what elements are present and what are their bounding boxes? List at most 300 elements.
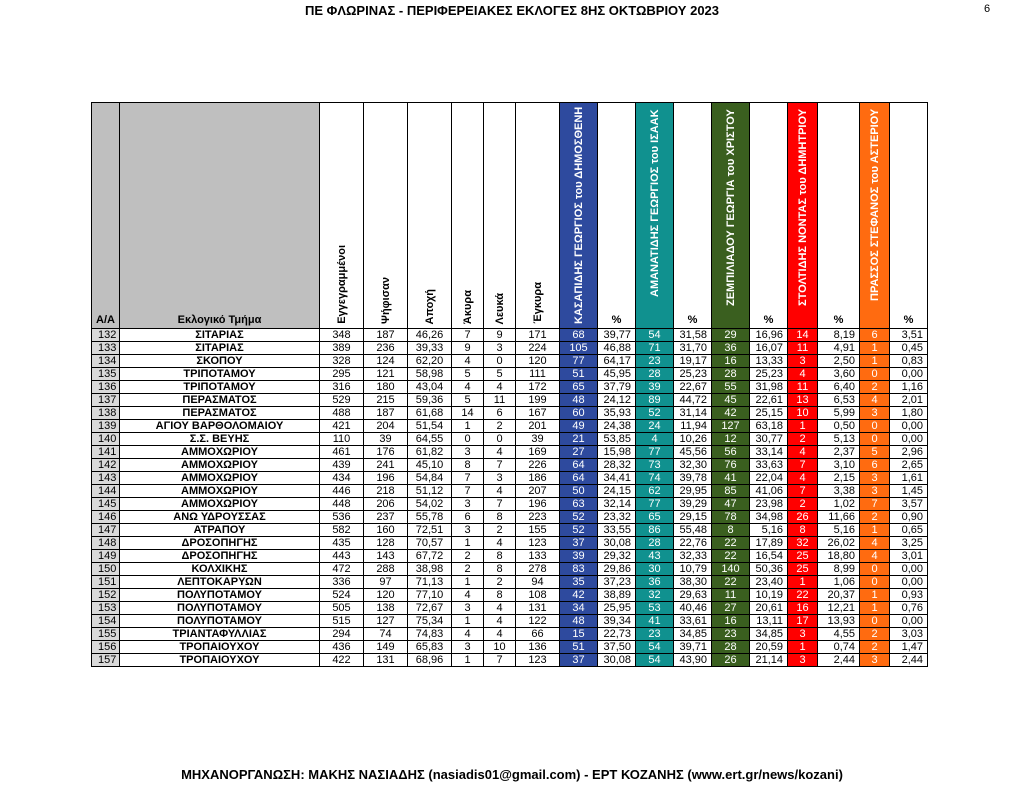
stoltidis-votes: 25 — [788, 563, 818, 576]
prassos-votes: 2 — [860, 628, 890, 641]
page-number: 6 — [984, 3, 991, 15]
section-cell: ΔΡΟΣΟΠΗΓΗΣ — [120, 537, 320, 550]
table-row — [92, 407, 928, 420]
aa-cell: 138 — [92, 407, 120, 420]
stoltidis-votes: 1 — [788, 641, 818, 654]
table-row — [92, 602, 928, 615]
zempiliadou-pct: 50,36 — [750, 563, 788, 576]
zempiliadou-pct: 34,98 — [750, 511, 788, 524]
stoltidis-pct: 2,37 — [818, 446, 860, 459]
invalid-cell: 4 — [452, 589, 484, 602]
zempiliadou-votes: 16 — [712, 615, 750, 628]
table-row — [92, 329, 928, 342]
kasapidis-votes: 60 — [560, 407, 598, 420]
prassos-pct: 1,16 — [890, 381, 928, 394]
section-cell: ΑΜΜΟΧΩΡΙΟΥ — [120, 446, 320, 459]
registered-cell: 439 — [320, 459, 364, 472]
abstention-cell: 61,68 — [408, 407, 452, 420]
zempiliadou-votes: 55 — [712, 381, 750, 394]
invalid-cell: 1 — [452, 420, 484, 433]
amanatidis-pct: 31,14 — [674, 407, 712, 420]
aa-cell: 141 — [92, 446, 120, 459]
section-cell: ΤΡΟΠΑΙΟΥΧΟΥ — [120, 641, 320, 654]
registered-cell: 422 — [320, 654, 364, 667]
section-cell: ΑΜΜΟΧΩΡΙΟΥ — [120, 485, 320, 498]
amanatidis-votes: 23 — [636, 355, 674, 368]
valid-cell: 223 — [516, 511, 560, 524]
blank-cell: 7 — [484, 654, 516, 667]
stoltidis-votes: 11 — [788, 342, 818, 355]
prassos-votes: 4 — [860, 537, 890, 550]
kasapidis-pct: 23,32 — [598, 511, 636, 524]
invalid-cell: 1 — [452, 576, 484, 589]
table-row — [92, 381, 928, 394]
stoltidis-votes: 2 — [788, 498, 818, 511]
section-cell: ΤΡΙΠΟΤΑΜΟΥ — [120, 381, 320, 394]
table-row — [92, 394, 928, 407]
invalid-cell: 5 — [452, 368, 484, 381]
prassos-votes: 0 — [860, 420, 890, 433]
stoltidis-votes: 14 — [788, 329, 818, 342]
zempiliadou-votes: 36 — [712, 342, 750, 355]
amanatidis-votes: 28 — [636, 537, 674, 550]
stoltidis-votes: 22 — [788, 589, 818, 602]
amanatidis-votes: 54 — [636, 329, 674, 342]
prassos-pct: 2,96 — [890, 446, 928, 459]
voted-cell: 187 — [364, 407, 408, 420]
header-invalid: Άκυρα — [452, 103, 484, 329]
valid-cell: 120 — [516, 355, 560, 368]
page-title: ΠΕ ΦΛΩΡΙΝΑΣ - ΠΕΡΙΦΕΡΕΙΑΚΕΣ ΕΚΛΟΓΕΣ 8ΗΣ ΟΚΤΩΒΡΙΟΥ 2023 — [304, 3, 720, 18]
kasapidis-votes: 52 — [560, 511, 598, 524]
section-cell: ΑΜΜΟΧΩΡΙΟΥ — [120, 459, 320, 472]
stoltidis-votes: 4 — [788, 368, 818, 381]
voted-cell: 138 — [364, 602, 408, 615]
section-cell: ΣΙΤΑΡΙΑΣ — [120, 329, 320, 342]
prassos-votes: 3 — [860, 407, 890, 420]
amanatidis-votes: 54 — [636, 641, 674, 654]
valid-cell: 201 — [516, 420, 560, 433]
kasapidis-pct: 29,86 — [598, 563, 636, 576]
prassos-pct: 0,93 — [890, 589, 928, 602]
section-cell: Σ.Σ. ΒΕΥΗΣ — [120, 433, 320, 446]
amanatidis-pct: 32,30 — [674, 459, 712, 472]
kasapidis-pct: 35,93 — [598, 407, 636, 420]
zempiliadou-votes: 42 — [712, 407, 750, 420]
amanatidis-pct: 34,85 — [674, 628, 712, 641]
registered-cell: 348 — [320, 329, 364, 342]
stoltidis-votes: 2 — [788, 433, 818, 446]
prassos-votes: 1 — [860, 602, 890, 615]
voted-cell: 206 — [364, 498, 408, 511]
kasapidis-pct: 33,55 — [598, 524, 636, 537]
zempiliadou-pct: 16,07 — [750, 342, 788, 355]
kasapidis-votes: 42 — [560, 589, 598, 602]
zempiliadou-pct: 31,98 — [750, 381, 788, 394]
valid-cell: 122 — [516, 615, 560, 628]
invalid-cell: 3 — [452, 498, 484, 511]
abstention-cell: 64,55 — [408, 433, 452, 446]
valid-cell: 155 — [516, 524, 560, 537]
valid-cell: 111 — [516, 368, 560, 381]
zempiliadou-votes: 56 — [712, 446, 750, 459]
prassos-pct: 1,47 — [890, 641, 928, 654]
section-cell: ΠΕΡΑΣΜΑΤΟΣ — [120, 407, 320, 420]
kasapidis-votes: 50 — [560, 485, 598, 498]
amanatidis-votes: 54 — [636, 654, 674, 667]
valid-cell: 278 — [516, 563, 560, 576]
amanatidis-pct: 55,48 — [674, 524, 712, 537]
valid-cell: 196 — [516, 498, 560, 511]
kasapidis-votes: 49 — [560, 420, 598, 433]
header-candidate-kasapidis: ΚΑΣΑΠΙΔΗΣ ΓΕΩΡΓΙΟΣ του ΔΗΜΟΣΘΕΝΗ — [560, 103, 598, 329]
prassos-pct: 3,01 — [890, 550, 928, 563]
amanatidis-pct: 45,56 — [674, 446, 712, 459]
abstention-cell: 71,13 — [408, 576, 452, 589]
header-candidate-prassos: ΠΡΑΣΣΟΣ ΣΤΕΦΑΝΟΣ του ΑΣΤΕΡΙΟΥ — [860, 103, 890, 329]
kasapidis-pct: 24,38 — [598, 420, 636, 433]
blank-cell: 0 — [484, 355, 516, 368]
table-row — [92, 368, 928, 381]
header-registered: Εγγεγραμμένοι — [320, 103, 364, 329]
results-table — [91, 102, 928, 667]
voted-cell: 218 — [364, 485, 408, 498]
kasapidis-votes: 21 — [560, 433, 598, 446]
registered-cell: 110 — [320, 433, 364, 446]
section-cell: ΑΓΙΟΥ ΒΑΡΘΟΛΟΜΑΙΟΥ — [120, 420, 320, 433]
registered-cell: 443 — [320, 550, 364, 563]
abstention-cell: 39,33 — [408, 342, 452, 355]
prassos-pct: 0,65 — [890, 524, 928, 537]
blank-cell: 4 — [484, 381, 516, 394]
prassos-pct: 0,45 — [890, 342, 928, 355]
voted-cell: 237 — [364, 511, 408, 524]
zempiliadou-pct: 33,14 — [750, 446, 788, 459]
table-row — [92, 654, 928, 667]
blank-cell: 4 — [484, 446, 516, 459]
table-row — [92, 615, 928, 628]
kasapidis-votes: 15 — [560, 628, 598, 641]
aa-cell: 157 — [92, 654, 120, 667]
section-cell: ΣΙΤΑΡΙΑΣ — [120, 342, 320, 355]
stoltidis-votes: 25 — [788, 550, 818, 563]
section-cell: ΠΟΛΥΠΟΤΑΜΟΥ — [120, 602, 320, 615]
valid-cell: 207 — [516, 485, 560, 498]
abstention-cell: 77,10 — [408, 589, 452, 602]
header-pct-prassos: % — [890, 103, 928, 329]
table-row — [92, 511, 928, 524]
invalid-cell: 3 — [452, 524, 484, 537]
aa-cell: 142 — [92, 459, 120, 472]
header-candidate-zempiliadou: ΖΕΜΠΙΛΙΑΔΟΥ ΓΕΩΡΓΙΑ του ΧΡΙΣΤΟΥ — [712, 103, 750, 329]
header-blank: Λευκά — [484, 103, 516, 329]
kasapidis-pct: 24,15 — [598, 485, 636, 498]
kasapidis-pct: 29,32 — [598, 550, 636, 563]
amanatidis-votes: 32 — [636, 589, 674, 602]
prassos-pct: 0,00 — [890, 576, 928, 589]
blank-cell: 7 — [484, 498, 516, 511]
table-row — [92, 563, 928, 576]
amanatidis-pct: 44,72 — [674, 394, 712, 407]
kasapidis-votes: 48 — [560, 394, 598, 407]
amanatidis-pct: 29,95 — [674, 485, 712, 498]
stoltidis-pct: 6,53 — [818, 394, 860, 407]
amanatidis-pct: 29,63 — [674, 589, 712, 602]
stoltidis-votes: 3 — [788, 628, 818, 641]
abstention-cell: 72,67 — [408, 602, 452, 615]
registered-cell: 582 — [320, 524, 364, 537]
aa-cell: 153 — [92, 602, 120, 615]
registered-cell: 336 — [320, 576, 364, 589]
invalid-cell: 7 — [452, 472, 484, 485]
valid-cell: 171 — [516, 329, 560, 342]
prassos-votes: 0 — [860, 615, 890, 628]
blank-cell: 0 — [484, 433, 516, 446]
kasapidis-pct: 15,98 — [598, 446, 636, 459]
prassos-votes: 4 — [860, 394, 890, 407]
blank-cell: 8 — [484, 563, 516, 576]
amanatidis-pct: 31,58 — [674, 329, 712, 342]
blank-cell: 8 — [484, 511, 516, 524]
section-cell: ΑΜΜΟΧΩΡΙΟΥ — [120, 472, 320, 485]
stoltidis-pct: 18,80 — [818, 550, 860, 563]
zempiliadou-pct: 63,18 — [750, 420, 788, 433]
stoltidis-pct: 4,55 — [818, 628, 860, 641]
voted-cell: 97 — [364, 576, 408, 589]
kasapidis-votes: 27 — [560, 446, 598, 459]
invalid-cell: 0 — [452, 433, 484, 446]
amanatidis-pct: 39,71 — [674, 641, 712, 654]
voted-cell: 121 — [364, 368, 408, 381]
prassos-votes: 1 — [860, 524, 890, 537]
zempiliadou-pct: 30,77 — [750, 433, 788, 446]
invalid-cell: 14 — [452, 407, 484, 420]
kasapidis-pct: 37,23 — [598, 576, 636, 589]
amanatidis-pct: 11,94 — [674, 420, 712, 433]
abstention-cell: 58,98 — [408, 368, 452, 381]
blank-cell: 3 — [484, 472, 516, 485]
zempiliadou-pct: 22,61 — [750, 394, 788, 407]
header-abstention: Αποχή — [408, 103, 452, 329]
blank-cell: 7 — [484, 459, 516, 472]
amanatidis-votes: 77 — [636, 446, 674, 459]
blank-cell: 6 — [484, 407, 516, 420]
stoltidis-pct: 13,93 — [818, 615, 860, 628]
table-row — [92, 537, 928, 550]
zempiliadou-pct: 21,14 — [750, 654, 788, 667]
aa-cell: 132 — [92, 329, 120, 342]
invalid-cell: 2 — [452, 563, 484, 576]
kasapidis-pct: 45,95 — [598, 368, 636, 381]
prassos-votes: 6 — [860, 459, 890, 472]
voted-cell: 39 — [364, 433, 408, 446]
table-row — [92, 485, 928, 498]
voted-cell: 236 — [364, 342, 408, 355]
valid-cell: 226 — [516, 459, 560, 472]
voted-cell: 180 — [364, 381, 408, 394]
table-row — [92, 355, 928, 368]
prassos-votes: 7 — [860, 498, 890, 511]
valid-cell: 167 — [516, 407, 560, 420]
zempiliadou-pct: 5,16 — [750, 524, 788, 537]
registered-cell: 389 — [320, 342, 364, 355]
table-row — [92, 524, 928, 537]
prassos-votes: 6 — [860, 329, 890, 342]
amanatidis-votes: 73 — [636, 459, 674, 472]
amanatidis-pct: 39,29 — [674, 498, 712, 511]
stoltidis-pct: 2,44 — [818, 654, 860, 667]
prassos-votes: 5 — [860, 446, 890, 459]
aa-cell: 137 — [92, 394, 120, 407]
kasapidis-pct: 39,77 — [598, 329, 636, 342]
blank-cell: 8 — [484, 550, 516, 563]
header-aa: Α/Α — [92, 103, 120, 329]
invalid-cell: 8 — [452, 459, 484, 472]
abstention-cell: 75,34 — [408, 615, 452, 628]
prassos-votes: 1 — [860, 342, 890, 355]
voted-cell: 127 — [364, 615, 408, 628]
stoltidis-pct: 20,37 — [818, 589, 860, 602]
valid-cell: 169 — [516, 446, 560, 459]
registered-cell: 448 — [320, 498, 364, 511]
abstention-cell: 74,83 — [408, 628, 452, 641]
prassos-pct: 3,57 — [890, 498, 928, 511]
table-row — [92, 446, 928, 459]
zempiliadou-pct: 25,23 — [750, 368, 788, 381]
amanatidis-pct: 31,70 — [674, 342, 712, 355]
registered-cell: 421 — [320, 420, 364, 433]
invalid-cell: 2 — [452, 550, 484, 563]
prassos-votes: 3 — [860, 485, 890, 498]
prassos-votes: 0 — [860, 368, 890, 381]
kasapidis-votes: 39 — [560, 550, 598, 563]
valid-cell: 186 — [516, 472, 560, 485]
stoltidis-votes: 7 — [788, 459, 818, 472]
aa-cell: 154 — [92, 615, 120, 628]
abstention-cell: 54,84 — [408, 472, 452, 485]
stoltidis-votes: 32 — [788, 537, 818, 550]
prassos-pct: 1,61 — [890, 472, 928, 485]
kasapidis-pct: 37,79 — [598, 381, 636, 394]
zempiliadou-votes: 23 — [712, 628, 750, 641]
stoltidis-pct: 5,16 — [818, 524, 860, 537]
kasapidis-pct: 30,08 — [598, 654, 636, 667]
kasapidis-pct: 30,08 — [598, 537, 636, 550]
prassos-pct: 0,00 — [890, 368, 928, 381]
aa-cell: 155 — [92, 628, 120, 641]
amanatidis-votes: 62 — [636, 485, 674, 498]
voted-cell: 196 — [364, 472, 408, 485]
zempiliadou-pct: 23,40 — [750, 576, 788, 589]
zempiliadou-pct: 23,98 — [750, 498, 788, 511]
voted-cell: 120 — [364, 589, 408, 602]
registered-cell: 316 — [320, 381, 364, 394]
prassos-pct: 2,65 — [890, 459, 928, 472]
zempiliadou-votes: 47 — [712, 498, 750, 511]
voted-cell: 143 — [364, 550, 408, 563]
invalid-cell: 1 — [452, 537, 484, 550]
header-section: Εκλογικό Τμήμα — [120, 103, 320, 329]
header-pct-stoltidis: % — [818, 103, 860, 329]
stoltidis-pct: 12,21 — [818, 602, 860, 615]
zempiliadou-pct: 10,19 — [750, 589, 788, 602]
kasapidis-pct: 28,32 — [598, 459, 636, 472]
registered-cell: 529 — [320, 394, 364, 407]
amanatidis-votes: 71 — [636, 342, 674, 355]
zempiliadou-votes: 28 — [712, 641, 750, 654]
abstention-cell: 45,10 — [408, 459, 452, 472]
zempiliadou-votes: 45 — [712, 394, 750, 407]
kasapidis-votes: 35 — [560, 576, 598, 589]
abstention-cell: 72,51 — [408, 524, 452, 537]
voted-cell: 176 — [364, 446, 408, 459]
section-cell: ΤΡΟΠΑΙΟΥΧΟΥ — [120, 654, 320, 667]
prassos-votes: 4 — [860, 550, 890, 563]
voted-cell: 74 — [364, 628, 408, 641]
header-candidate-stoltidis: ΣΤΟΛΤΙΔΗΣ ΝΟΝΤΑΣ του ΔΗΜΗΤΡΙΟΥ — [788, 103, 818, 329]
stoltidis-pct: 6,40 — [818, 381, 860, 394]
prassos-votes: 0 — [860, 576, 890, 589]
zempiliadou-pct: 17,89 — [750, 537, 788, 550]
aa-cell: 144 — [92, 485, 120, 498]
aa-cell: 148 — [92, 537, 120, 550]
valid-cell: 199 — [516, 394, 560, 407]
header-pct-zempiliadou: % — [750, 103, 788, 329]
amanatidis-pct: 22,76 — [674, 537, 712, 550]
zempiliadou-votes: 22 — [712, 550, 750, 563]
stoltidis-pct: 11,66 — [818, 511, 860, 524]
valid-cell: 172 — [516, 381, 560, 394]
blank-cell: 4 — [484, 628, 516, 641]
amanatidis-pct: 43,90 — [674, 654, 712, 667]
prassos-pct: 0,00 — [890, 433, 928, 446]
zempiliadou-votes: 78 — [712, 511, 750, 524]
stoltidis-pct: 1,06 — [818, 576, 860, 589]
invalid-cell: 6 — [452, 511, 484, 524]
aa-cell: 147 — [92, 524, 120, 537]
zempiliadou-votes: 16 — [712, 355, 750, 368]
abstention-cell: 61,82 — [408, 446, 452, 459]
abstention-cell: 70,57 — [408, 537, 452, 550]
zempiliadou-votes: 85 — [712, 485, 750, 498]
amanatidis-pct: 10,26 — [674, 433, 712, 446]
valid-cell: 123 — [516, 537, 560, 550]
valid-cell: 66 — [516, 628, 560, 641]
kasapidis-votes: 83 — [560, 563, 598, 576]
amanatidis-pct: 22,67 — [674, 381, 712, 394]
kasapidis-votes: 51 — [560, 641, 598, 654]
amanatidis-votes: 24 — [636, 420, 674, 433]
kasapidis-votes: 68 — [560, 329, 598, 342]
kasapidis-votes: 37 — [560, 654, 598, 667]
aa-cell: 152 — [92, 589, 120, 602]
prassos-pct: 2,01 — [890, 394, 928, 407]
prassos-votes: 1 — [860, 355, 890, 368]
voted-cell: 215 — [364, 394, 408, 407]
registered-cell: 435 — [320, 537, 364, 550]
aa-cell: 140 — [92, 433, 120, 446]
section-cell: ΠΟΛΥΠΟΤΑΜΟΥ — [120, 589, 320, 602]
aa-cell: 146 — [92, 511, 120, 524]
zempiliadou-votes: 8 — [712, 524, 750, 537]
header-valid: Έγκυρα — [516, 103, 560, 329]
aa-cell: 150 — [92, 563, 120, 576]
registered-cell: 536 — [320, 511, 364, 524]
zempiliadou-votes: 22 — [712, 537, 750, 550]
abstention-cell: 68,96 — [408, 654, 452, 667]
invalid-cell: 4 — [452, 628, 484, 641]
stoltidis-votes: 10 — [788, 407, 818, 420]
